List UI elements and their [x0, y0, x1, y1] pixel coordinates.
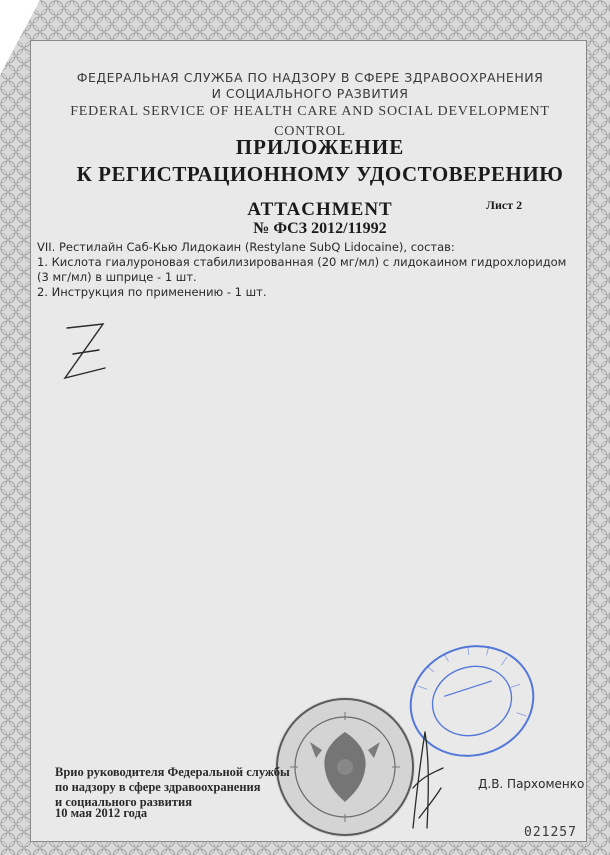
composition-line: 1. Кислота гиалуроновая стабилизированная (20 мг/мл) с лидокаином гидрохлоридом — [37, 255, 567, 269]
agency-name-ru-line2: И СОЦИАЛЬНОГО РАЗВИТИЯ — [211, 86, 409, 101]
sheet-number: Лист 2 — [486, 198, 523, 212]
composition-line: VII. Рестилайн Саб-Кью Лидокаин (Restylane SubQ Lidocaine), состав: — [37, 240, 455, 254]
signatory-line: Врио руководителя Федеральной службы — [55, 765, 290, 779]
registration-number: № ФСЗ 2012/11992 — [253, 220, 387, 237]
issue-date: 10 мая 2012 года — [55, 806, 148, 820]
title-attachment: ATTACHMENT — [247, 199, 393, 220]
agency-name-en: FEDERAL SERVICE OF HEALTH CARE AND SOCIAL DEVELOPMENT CONTROL — [70, 104, 550, 139]
product-composition — [37, 240, 567, 300]
handwritten-signature — [395, 728, 455, 838]
signatory-title — [55, 765, 290, 810]
title-appendix: ПРИЛОЖЕНИЕ — [235, 135, 405, 159]
signatory-line: и социального развития — [55, 795, 192, 809]
title-certificate: К РЕГИСТРАЦИОННОМУ УДОСТОВЕРЕНИЮ — [76, 162, 564, 186]
composition-line: (3 мг/мл) в шприце - 1 шт. — [37, 270, 197, 284]
agency-name-ru-line1: ФЕДЕРАЛЬНАЯ СЛУЖБА ПО НАДЗОРУ В СФЕРЕ ЗДРАВООХРАНЕНИЯ — [76, 70, 544, 85]
document-title — [40, 134, 600, 238]
signatory-name: Д.В. Пархоменко — [478, 777, 585, 791]
form-serial-number: 021257 — [524, 825, 577, 840]
agency-header — [40, 70, 580, 142]
signatory-line: по надзору в сфере здравоохранения — [55, 780, 261, 794]
composition-line: 2. Инструкция по применению - 1 шт. — [37, 285, 267, 299]
handwritten-z-mark — [55, 318, 115, 388]
